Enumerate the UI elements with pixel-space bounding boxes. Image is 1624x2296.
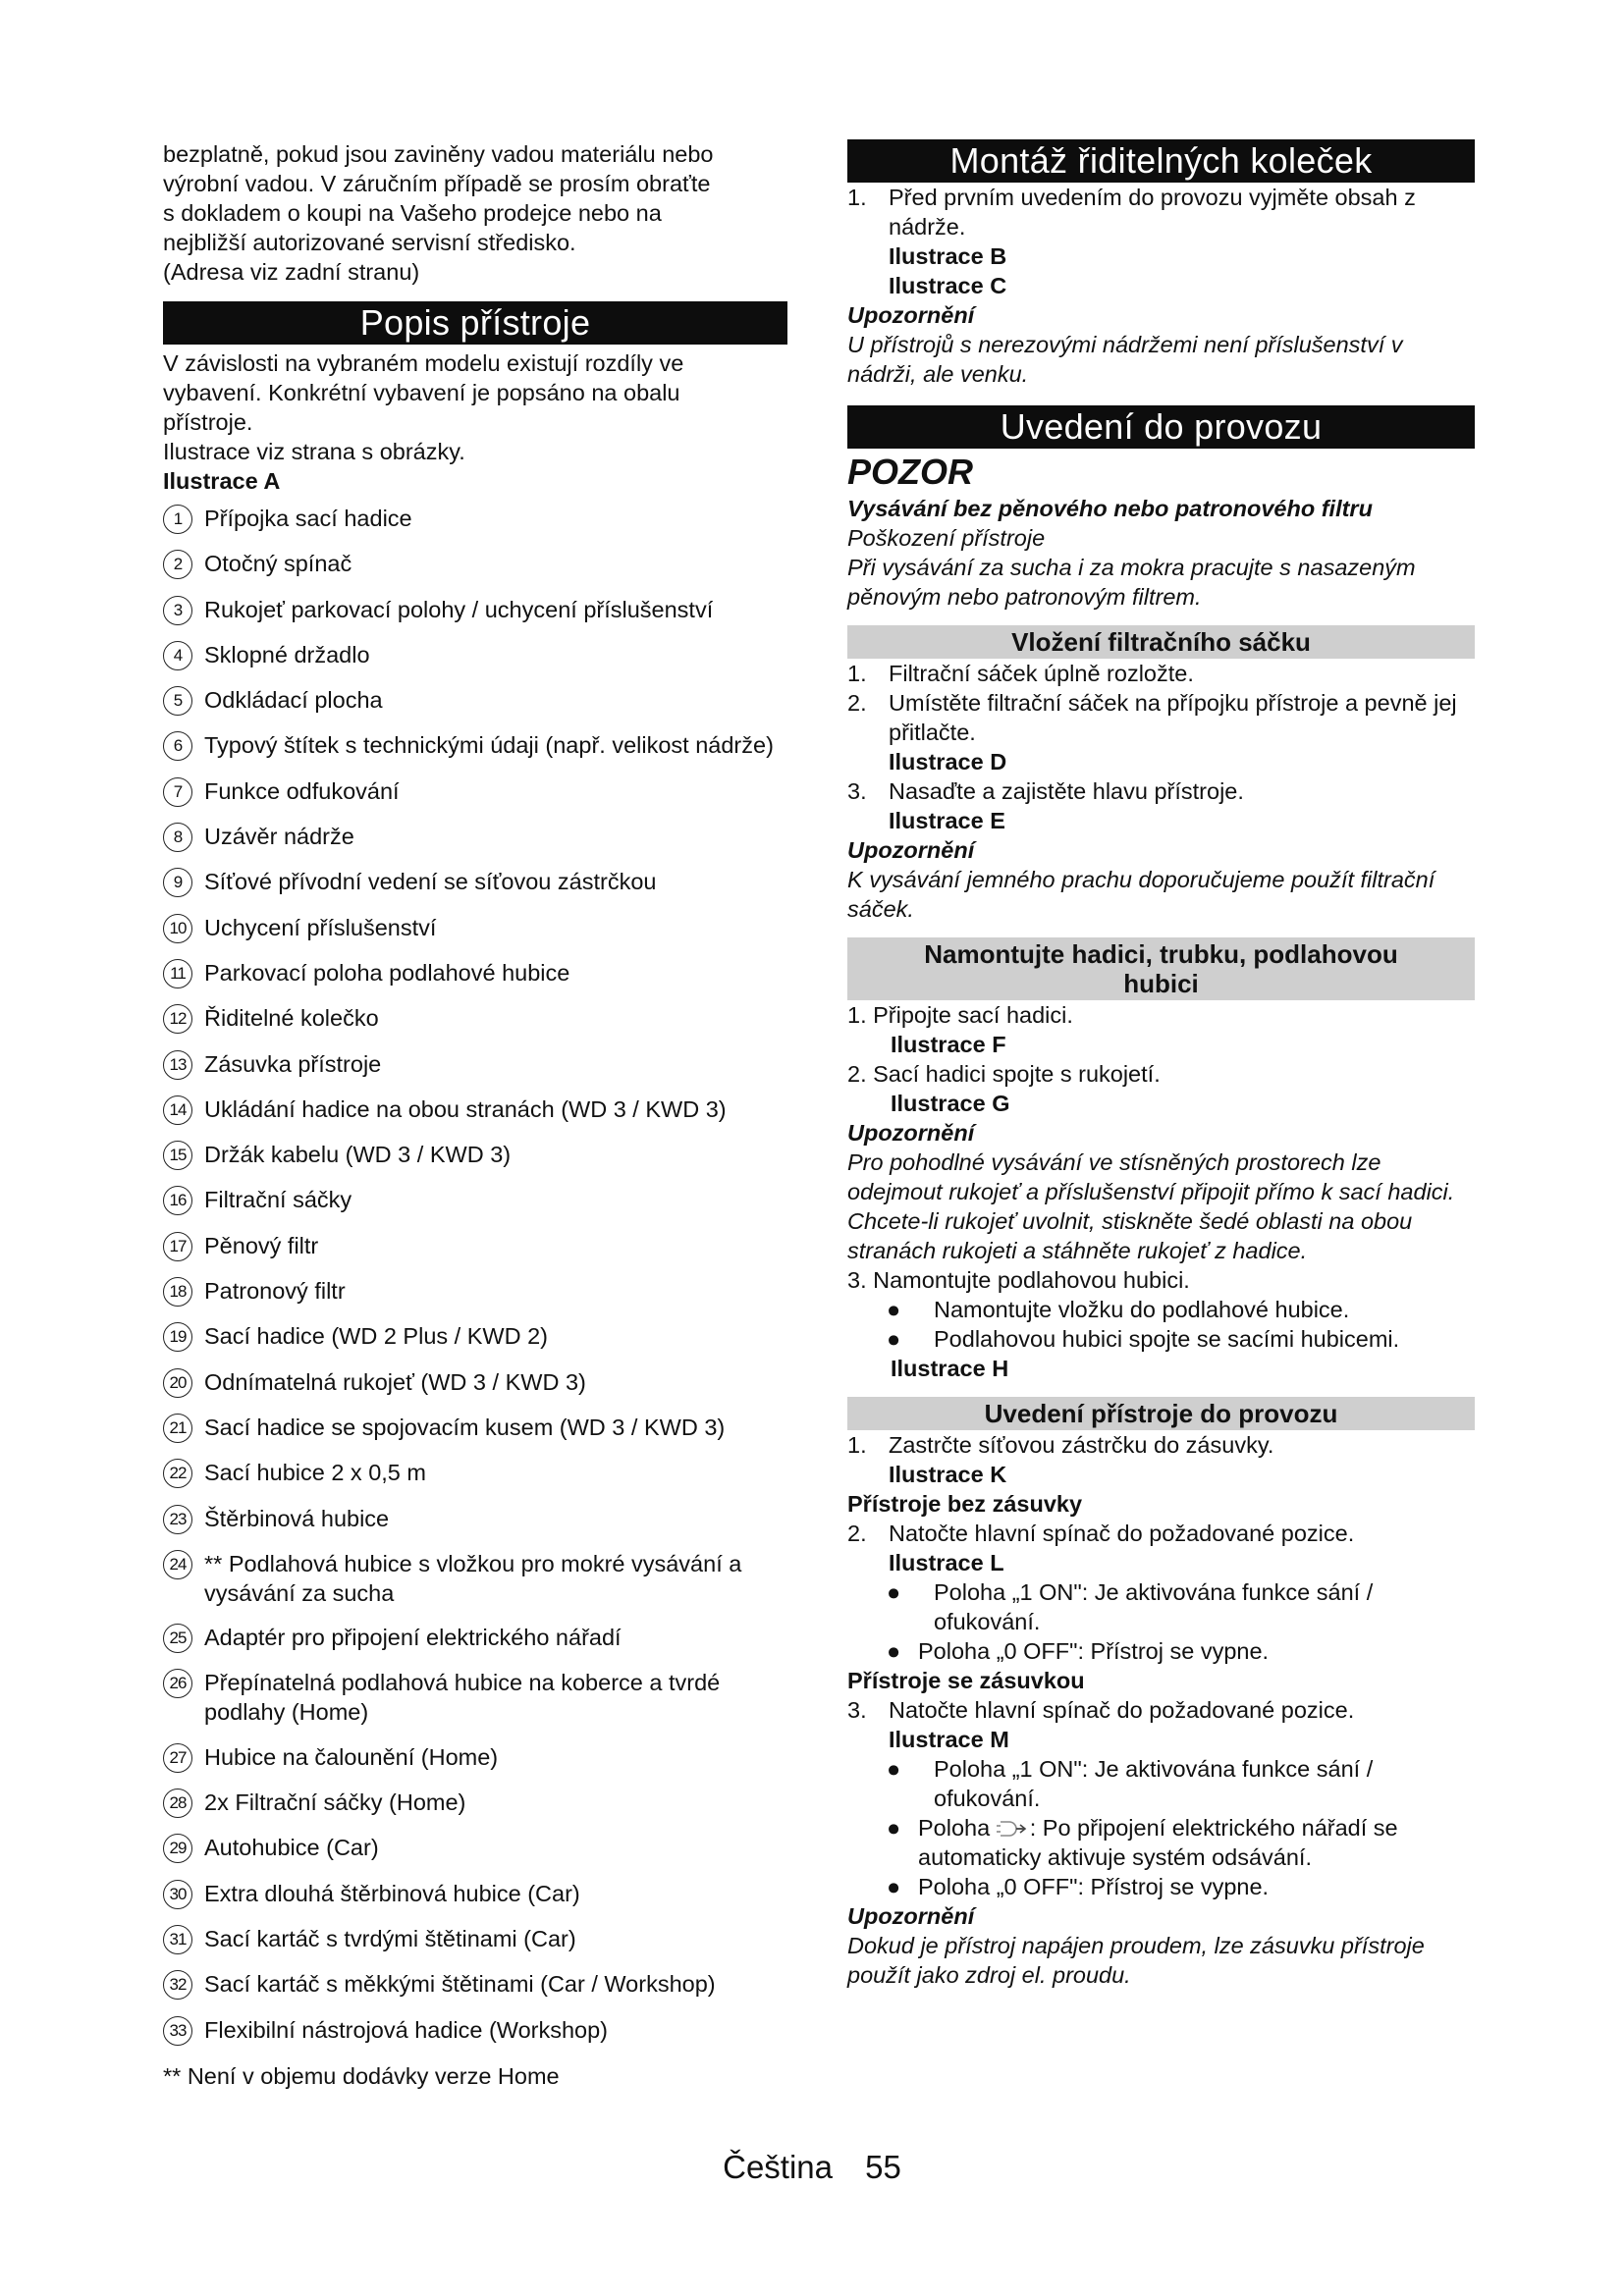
circled-number-icon: 27	[163, 1743, 192, 1773]
step-number: 3.	[847, 1697, 867, 1723]
circled-number-icon: 22	[163, 1459, 192, 1488]
circled-number-icon: 24	[163, 1550, 192, 1579]
caution-heading: POZOR	[847, 452, 974, 492]
bullet-text-auto	[918, 1813, 1475, 1872]
step	[847, 1430, 1475, 1460]
circled-number-icon: 17	[163, 1232, 192, 1261]
step-number: 2.	[847, 1521, 867, 1546]
illustration-k-label: Ilustrace K	[889, 1462, 1007, 1487]
section-title-caster-mounting: Montáž řiditelných koleček	[847, 139, 1475, 183]
bullet-text: Poloha „0 OFF": Přístroj se vypne.	[918, 1874, 1270, 1899]
parts-list-item	[163, 1458, 787, 1488]
caution-text: Při vysávání za sucha i za mokra pracujte s nasazeným pěnovým nebo patronovým filtrem.	[847, 555, 1416, 610]
part-label: Autohubice (Car)	[204, 1835, 379, 1861]
parts-list-item	[163, 1231, 787, 1261]
part-label: Přepínatelná podlahová hubice na koberce a tvrdé podlahy (Home)	[204, 1670, 721, 1726]
part-label: ** Podlahová hubice s vložkou pro mokré vysávání a vysávání za sucha	[204, 1550, 742, 1606]
step	[847, 659, 1475, 688]
parts-list-item	[163, 1742, 787, 1773]
bullet-icon: ●	[887, 1874, 901, 1899]
circled-number-icon: 21	[163, 1414, 192, 1443]
circled-number-icon: 16	[163, 1186, 192, 1215]
step	[847, 1695, 1475, 1725]
bullet-item	[847, 1872, 1475, 1901]
step	[847, 1519, 1475, 1548]
part-label: Flexibilní nástrojová hadice (Workshop)	[204, 2016, 608, 2043]
parts-list-item	[163, 1833, 787, 1863]
part-label: Adaptér pro připojení elektrického nářadí	[204, 1625, 622, 1651]
section-title-start-up: Uvedení do provozu	[847, 405, 1475, 449]
part-label: Uchycení příslušenství	[204, 914, 437, 940]
bullet-text: Namontujte vložku do podlahové hubice.	[934, 1297, 1350, 1322]
part-label: 2x Filtrační sáčky (Home)	[204, 1789, 466, 1816]
parts-list-item	[163, 595, 787, 625]
circled-number-icon: 6	[163, 731, 192, 761]
step-number: 1.	[847, 661, 867, 686]
part-label: Hubice na čalounění (Home)	[204, 1743, 499, 1770]
circled-number-icon: 15	[163, 1141, 192, 1170]
parts-list-item	[163, 1003, 787, 1034]
part-label: Funkce odfukování	[204, 777, 400, 804]
subheading-with-socket: Přístroje se zásuvkou	[847, 1668, 1085, 1693]
circled-number-icon: 23	[163, 1505, 192, 1534]
bullet-item	[847, 1813, 1475, 1872]
circled-number-icon: 11	[163, 959, 192, 988]
warranty-intro	[163, 139, 787, 287]
part-label: Sklopné držadlo	[204, 641, 370, 667]
step	[847, 688, 1475, 747]
parts-list-item	[163, 1924, 787, 1954]
step-number: 1.	[847, 1432, 867, 1458]
part-label: Sací hadice (WD 2 Plus / KWD 2)	[204, 1323, 548, 1350]
illustration-l-label: Ilustrace L	[889, 1550, 1004, 1575]
bullet-text-suffix: : Po připojení elektrického nářadí se automaticky aktivuje systém odsávání.	[918, 1815, 1398, 1870]
step-text: Natočte hlavní spínač do požadované pozice.	[889, 1521, 1355, 1546]
step-text: 1. Připojte sací hadici.	[847, 1002, 1073, 1028]
note-heading: Upozornění	[847, 1903, 975, 1929]
section-title-device-description: Popis přístroje	[163, 301, 787, 345]
circled-number-icon: 18	[163, 1277, 192, 1307]
right-column	[847, 139, 1475, 1990]
parts-list-item	[163, 1095, 787, 1125]
parts-list-item	[163, 1276, 787, 1307]
step	[847, 776, 1475, 806]
part-label: Sací hubice 2 x 0,5 m	[204, 1460, 426, 1486]
bullet-text-prefix: Poloha	[918, 1815, 991, 1841]
circled-number-icon: 29	[163, 1834, 192, 1863]
illustration-a-label: Ilustrace A	[163, 468, 281, 494]
parts-list-item	[163, 2015, 787, 2046]
step-number: 2.	[847, 690, 867, 716]
caution-damage: Poškození přístroje	[847, 525, 1046, 551]
part-label: Řiditelné kolečko	[204, 1005, 379, 1032]
circled-number-icon: 3	[163, 596, 192, 625]
bullet-icon: ●	[887, 1756, 901, 1782]
illustration-g-label: Ilustrace G	[891, 1091, 1010, 1116]
circled-number-icon: 32	[163, 1970, 192, 2000]
step-text: Nasaďte a zajistěte hlavu přístroje.	[889, 778, 1244, 804]
desc-line: Ilustrace viz strana s obrázky.	[163, 439, 465, 464]
desc-line: přístroje.	[163, 409, 253, 435]
circled-number-icon: 1	[163, 505, 192, 534]
step-number: 1.	[847, 185, 867, 210]
parts-list-item	[163, 867, 787, 897]
illustration-f-label: Ilustrace F	[891, 1032, 1006, 1057]
power-tool-plug-icon	[997, 1818, 1030, 1840]
part-label: Uzávěr nádrže	[204, 824, 354, 850]
bullet-text: Poloha „1 ON": Je aktivována funkce sání / ofukování.	[934, 1756, 1374, 1811]
note-text: Chcete-li rukojeť uvolnit, stiskněte šedé oblasti na obou stranách rukojeti a stáhněte rukojeť z hadice.	[847, 1208, 1413, 1263]
circled-number-icon: 10	[163, 914, 192, 943]
parts-list-item	[163, 958, 787, 988]
circled-number-icon: 12	[163, 1004, 192, 1034]
bullet-text: Poloha „0 OFF": Přístroj se vypne.	[918, 1638, 1270, 1664]
part-label: Otočný spínač	[204, 551, 352, 577]
step-text: Zastrčte síťovou zástrčku do zásuvky.	[889, 1432, 1274, 1458]
bullet-icon: ●	[887, 1638, 901, 1664]
note-heading: Upozornění	[847, 302, 975, 328]
left-column	[163, 139, 787, 2091]
parts-list-item	[163, 1504, 787, 1534]
parts-list-item	[163, 1969, 787, 2000]
caution-subtitle: Vysávání bez pěnového nebo patronového filtru	[847, 496, 1373, 521]
note-text: Pro pohodlné vysávání ve stísněných prostorech lze odejmout rukojeť a příslušenství připojit přímo k sací hadici.	[847, 1149, 1455, 1204]
circled-number-icon: 25	[163, 1624, 192, 1653]
intro-line: (Adresa viz zadní stranu)	[163, 259, 420, 285]
note-text: K vysávání jemného prachu doporučujeme použít filtrační sáček.	[847, 867, 1435, 922]
step-text: Umístěte filtrační sáček na přípojku přístroje a pevně jej přitlačte.	[889, 690, 1457, 745]
parts-list-item	[163, 549, 787, 579]
part-label: Extra dlouhá štěrbinová hubice (Car)	[204, 1880, 580, 1906]
intro-line: bezplatně, pokud jsou zaviněny vadou materiálu nebo	[163, 141, 714, 167]
circled-number-icon: 28	[163, 1789, 192, 1818]
parts-list-item	[163, 504, 787, 534]
note-heading: Upozornění	[847, 837, 975, 863]
circled-number-icon: 13	[163, 1050, 192, 1080]
parts-list	[163, 504, 787, 2046]
parts-list-item	[163, 1367, 787, 1398]
subsection-title-hose-assembly	[847, 937, 1475, 1000]
parts-list-item	[163, 1140, 787, 1170]
illustration-e-label: Ilustrace E	[889, 808, 1005, 833]
part-label: Sací hadice se spojovacím kusem (WD 3 / KWD 3)	[204, 1414, 726, 1440]
circled-number-icon: 7	[163, 777, 192, 807]
bullet-icon: ●	[887, 1579, 901, 1605]
bullet-icon: ●	[887, 1326, 901, 1352]
parts-list-item	[163, 1668, 787, 1727]
circled-number-icon: 5	[163, 686, 192, 716]
bullet-icon: ●	[887, 1815, 901, 1841]
step-text: Před prvním uvedením do provozu vyjměte obsah z nádrže.	[889, 185, 1416, 240]
part-label: Patronový filtr	[204, 1278, 346, 1305]
note-heading: Upozornění	[847, 1120, 975, 1146]
note-text: Dokud je přístroj napájen proudem, lze zásuvku přístroje použít jako zdroj el. proudu.	[847, 1933, 1425, 1988]
circled-number-icon: 2	[163, 550, 192, 579]
parts-list-item	[163, 640, 787, 670]
circled-number-icon: 26	[163, 1669, 192, 1698]
step-text: 2. Sací hadici spojte s rukojetí.	[847, 1061, 1161, 1087]
circled-number-icon: 8	[163, 823, 192, 852]
parts-list-item	[163, 1049, 787, 1080]
subsection-title-line: hubici	[1123, 969, 1199, 998]
parts-list-item	[163, 1549, 787, 1608]
part-label: Sací kartáč s měkkými štětinami (Car / Workshop)	[204, 1971, 716, 1998]
bullet-item	[847, 1324, 1475, 1354]
subheading-without-socket: Přístroje bez zásuvky	[847, 1491, 1083, 1517]
parts-list-item	[163, 822, 787, 852]
parts-list-item	[163, 1879, 787, 1909]
illustration-b-label: Ilustrace B	[889, 243, 1007, 269]
bullet-item	[847, 1577, 1475, 1636]
part-label: Držák kabelu (WD 3 / KWD 3)	[204, 1142, 512, 1168]
note-text: U přístrojů s nerezovými nádržemi není příslušenství v nádrži, ale venku.	[847, 332, 1403, 387]
footer-language: Čeština	[723, 2149, 833, 2185]
part-label: Přípojka sací hadice	[204, 506, 412, 531]
part-label: Štěrbinová hubice	[204, 1505, 390, 1531]
part-label: Filtrační sáčky	[204, 1187, 352, 1213]
part-label: Pěnový filtr	[204, 1232, 319, 1258]
desc-line: vybavení. Konkrétní vybavení je popsáno na obalu	[163, 380, 680, 405]
desc-line: V závislosti na vybraném modelu existují rozdíly ve	[163, 350, 684, 376]
intro-line: výrobní vadou. V záručním případě se prosím obraťte	[163, 171, 711, 196]
step-text: Natočte hlavní spínač do požadované pozice.	[889, 1697, 1355, 1723]
subsection-title-line: Namontujte hadici, trubku, podlahovou	[924, 939, 1398, 969]
parts-list-item	[163, 1413, 787, 1443]
circled-number-icon: 19	[163, 1322, 192, 1352]
part-label: Odkládací plocha	[204, 687, 383, 714]
intro-line: s dokladem o koupi na Vašeho prodejce nebo na	[163, 200, 662, 226]
part-label: Zásuvka přístroje	[204, 1050, 382, 1077]
circled-number-icon: 9	[163, 868, 192, 897]
parts-list-item	[163, 1321, 787, 1352]
bullet-text: Podlahovou hubici spojte se sacími hubicemi.	[934, 1326, 1400, 1352]
parts-list-item	[163, 776, 787, 807]
part-label: Typový štítek s technickými údaji (např. velikost nádrže)	[204, 732, 774, 759]
part-label: Parkovací poloha podlahové hubice	[204, 959, 570, 986]
step-text: Filtrační sáček úplně rozložte.	[889, 661, 1194, 686]
illustration-d-label: Ilustrace D	[889, 749, 1007, 774]
parts-list-item	[163, 913, 787, 943]
subsection-title-filter-bag: Vložení filtračního sáčku	[847, 625, 1475, 659]
footnote: ** Není v objemu dodávky verze Home	[163, 2062, 560, 2089]
bullet-item	[847, 1754, 1475, 1813]
parts-list-item	[163, 1623, 787, 1653]
illustration-m-label: Ilustrace M	[889, 1727, 1009, 1752]
illustration-c-label: Ilustrace C	[889, 273, 1007, 298]
circled-number-icon: 33	[163, 2016, 192, 2046]
bullet-item	[847, 1295, 1475, 1324]
parts-list-item	[163, 1788, 787, 1818]
part-label: Odnímatelná rukojeť (WD 3 / KWD 3)	[204, 1368, 586, 1395]
circled-number-icon: 30	[163, 1880, 192, 1909]
illustration-h-label: Ilustrace H	[891, 1356, 1009, 1381]
circled-number-icon: 31	[163, 1925, 192, 1954]
intro-line: nejbližší autorizované servisní středisko.	[163, 230, 576, 255]
step-text: 3. Namontujte podlahovou hubici.	[847, 1267, 1190, 1293]
bullet-text: Poloha „1 ON": Je aktivována funkce sání / ofukování.	[934, 1579, 1374, 1634]
circled-number-icon: 14	[163, 1095, 192, 1125]
device-description	[163, 348, 787, 496]
page-footer	[0, 2148, 1624, 2187]
parts-list-item	[163, 685, 787, 716]
parts-list-item	[163, 730, 787, 761]
part-label: Rukojeť parkovací polohy / uchycení příslušenství	[204, 596, 714, 622]
part-label: Ukládání hadice na obou stranách (WD 3 / KWD 3)	[204, 1095, 727, 1122]
bullet-item	[847, 1636, 1475, 1666]
step-number: 3.	[847, 778, 867, 804]
step	[847, 183, 1475, 241]
subsection-title-device-start: Uvedení přístroje do provozu	[847, 1397, 1475, 1430]
circled-number-icon: 20	[163, 1368, 192, 1398]
part-label: Síťové přívodní vedení se síťovou zástrčkou	[204, 869, 657, 895]
parts-list-item	[163, 1185, 787, 1215]
circled-number-icon: 4	[163, 641, 192, 670]
bullet-icon: ●	[887, 1297, 901, 1322]
part-label: Sací kartáč s tvrdými štětinami (Car)	[204, 1925, 576, 1951]
page-number: 55	[865, 2149, 901, 2185]
